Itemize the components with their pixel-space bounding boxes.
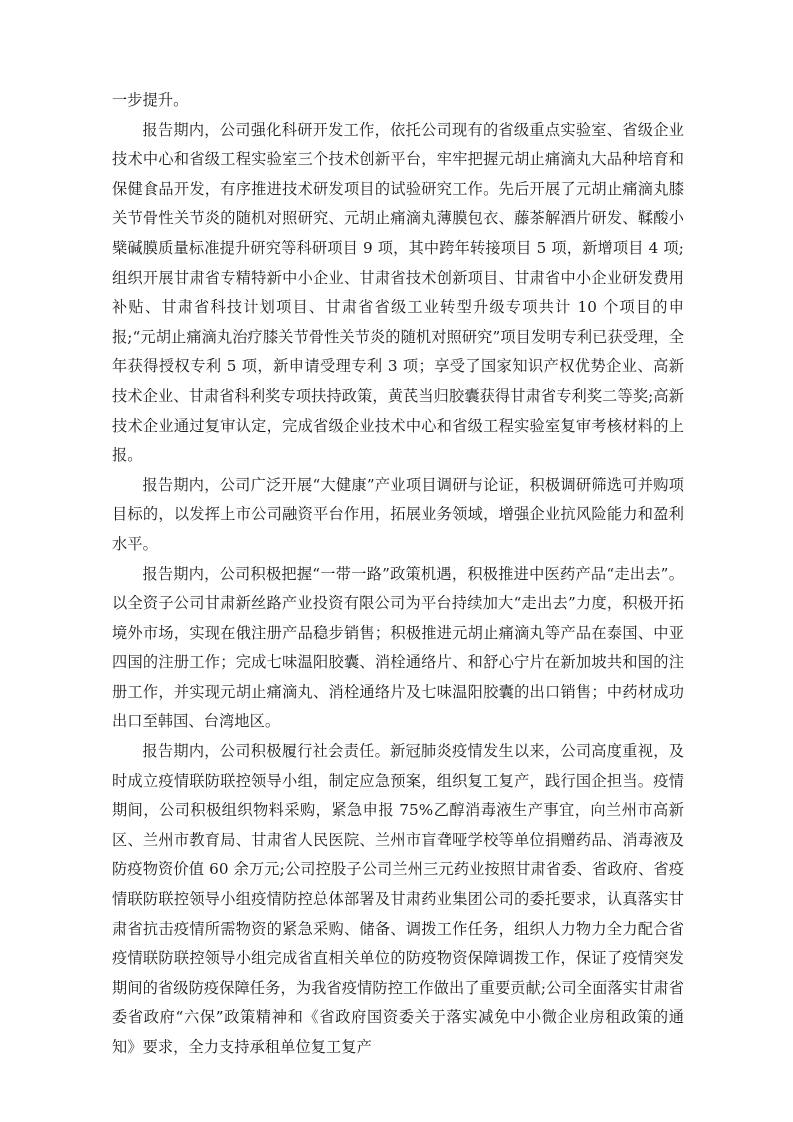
paragraph-continuation: 一步提升。 xyxy=(112,91,189,109)
paragraph-rd: 报告期内，公司强化科研开发工作，依托公司现有的省级重点实验室、省级企业技术中心和省级工程实验室三个技术创新平台，牢牢把握元胡止痛滴丸大品种培育和保健食品开发，有序推进技术研发项目的试验研究工作。先后开展了元胡止痛滴丸膝关节骨性关节炎的随机对照研究、元胡止痛滴丸薄膜包衣、藤茶解酒片研发、鞣酸小檗碱膜质量标准提升研究等科研项目 9 项，其中跨年转接项目 5 项，新增项目 4 项;组织开展甘肃省专精特新中小企业、甘肃省技术创新项目、甘肃省中小企业研发费用补贴、甘肃省科技计划项目、甘肃省省级工业转型升级专项共计 10 个项目的申报;“元胡止痛滴丸治疗膝关节骨性关节炎的随机对照研究”项目发明专利已获受理，全年获得授权专利 5 项，新申请受理专利 3 项；享受了国家知识产权优势企业、高新技术企业、甘肃省科利奖专项扶持政策，黄芪当归胶囊获得甘肃省专利奖二等奖;高新技术企业通过复审认定，完成省级企业技术中心和省级工程实验室复审考核材料的上报。 xyxy=(112,120,684,465)
paragraph-socialresponsibility: 报告期内，公司积极履行社会责任。新冠肺炎疫情发生以来，公司高度重视，及时成立疫情联防联控领导小组，制定应急预案，组织复工复产，践行国企担当。疫情期间，公司积极组织物料采购，紧急申报 75%乙醇消毒液生产事宜，向兰州市高新区、兰州市教育局、甘肃省人民医院、兰州市盲聋哑学校等单位捐赠药品、消毒液及防疫物资价值 60 余万元;公司控股子公司兰州三元药业按照甘肃省委、省政府、省疫情联防联控领导小组疫情防控总体部署及甘肃药业集团公司的委托要求，认真落实甘肃省抗击疫情所需物资的紧急采购、储备、调拨工作任务，组织人力物力全力配合省疫情联防联控领导小组完成省直相关单位的防疫物资保障调拨工作，保证了疫情突发期间的省级防疫保障任务，为我省疫情防控工作做出了重要贡献;公司全面落实甘肃省委省政府“六保”政策精神和《省政府国资委关于落实减免中小微企业房租政策的通知》要求，全力支持承租单位复工复产 xyxy=(112,742,684,1056)
paragraph-bighealth: 报告期内，公司广泛开展“大健康”产业项目调研与论证，积极调研筛选可并购项目标的，以发挥上市公司融资平台作用，拓展业务领域，增强企业抗风险能力和盈利水平。 xyxy=(112,475,684,553)
paragraph-beltandroad: 报告期内，公司积极把握“一带一路”政策机遇，积极推进中医药产品“走出去”。以全资子公司甘肃新丝路产业投资有限公司为平台持续加大“走出去”力度，积极开拓境外市场，实现在俄注册产品稳步销售；积极推进元胡止痛滴丸等产品在泰国、中亚四国的注册工作；完成七味温阳胶囊、消栓通络片、和舒心宁片在新加坡共和国的注册工作，并实现元胡止痛滴丸、消栓通络片及七味温阳胶囊的出口销售；中药材成功出口至韩国、台湾地区。 xyxy=(112,564,684,731)
document-body xyxy=(112,86,684,1063)
